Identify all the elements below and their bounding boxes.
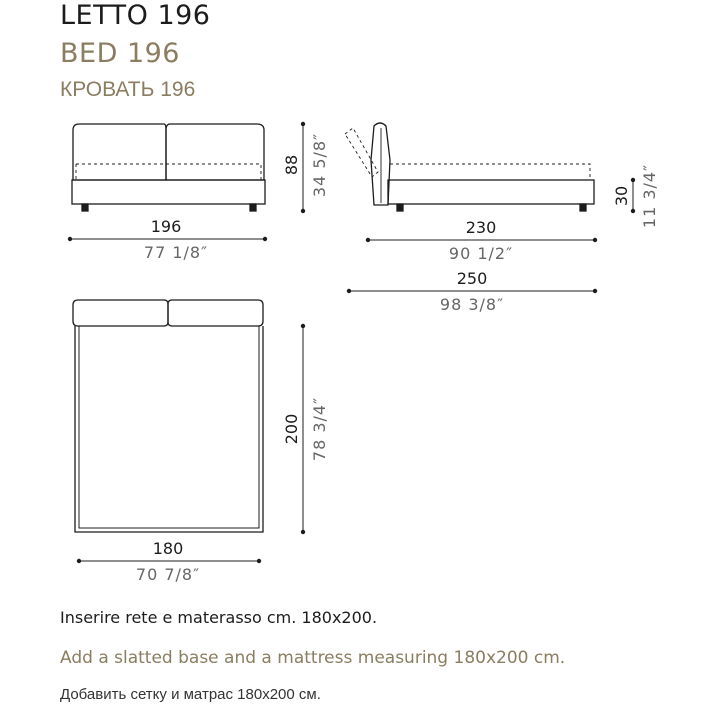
front-view bbox=[68, 122, 305, 241]
top-width-in: 70 7/8″ bbox=[135, 565, 201, 584]
top-headboard-right-cushion bbox=[168, 300, 263, 326]
note-russian: Добавить сетку и матрас 180x200 см. bbox=[60, 686, 321, 703]
front-foot-right bbox=[250, 204, 256, 211]
side-length-cm: 230 bbox=[465, 218, 497, 237]
front-headboard-left-cushion bbox=[73, 124, 166, 180]
side-length-in: 90 1/2″ bbox=[448, 244, 514, 263]
side-foot-left bbox=[397, 204, 403, 211]
side-height-in: 11 3/4″ bbox=[640, 163, 659, 229]
side-total-cm: 250 bbox=[456, 269, 488, 288]
top-headboard-left-cushion bbox=[73, 300, 168, 326]
front-width-in: 77 1/8″ bbox=[143, 243, 209, 262]
height-cm: 88 bbox=[282, 154, 301, 176]
front-bed-base bbox=[72, 180, 265, 204]
note-english: Add a slatted base and a mattress measuring 180x200 cm. bbox=[60, 648, 566, 668]
side-mattress-dashed bbox=[390, 164, 590, 180]
side-height-cm: 30 bbox=[612, 185, 631, 207]
side-total-in: 98 3/8″ bbox=[439, 295, 505, 314]
height-in: 34 5/8″ bbox=[310, 132, 329, 198]
top-bed-frame bbox=[75, 326, 263, 532]
side-bed-base bbox=[388, 180, 594, 204]
front-width-cm: 196 bbox=[150, 217, 182, 236]
top-view bbox=[73, 300, 305, 563]
front-foot-left bbox=[82, 204, 88, 211]
front-headboard-right-cushion bbox=[166, 124, 264, 180]
top-width-cm: 180 bbox=[152, 539, 184, 558]
side-foot-right bbox=[580, 204, 586, 211]
top-bed-inner-frame bbox=[79, 326, 259, 528]
title-english: BED 196 bbox=[60, 38, 180, 69]
title-italian: LETTO 196 bbox=[60, 0, 211, 31]
note-italian: Inserire rete e materasso cm. 180x200. bbox=[60, 608, 378, 627]
top-length-in: 78 3/4″ bbox=[310, 396, 329, 462]
side-headboard bbox=[371, 123, 390, 205]
front-mattress-dashed bbox=[76, 164, 261, 180]
title-russian: КРОВАТЬ 196 bbox=[60, 78, 196, 101]
side-view bbox=[345, 123, 635, 293]
top-length-cm: 200 bbox=[282, 413, 301, 445]
